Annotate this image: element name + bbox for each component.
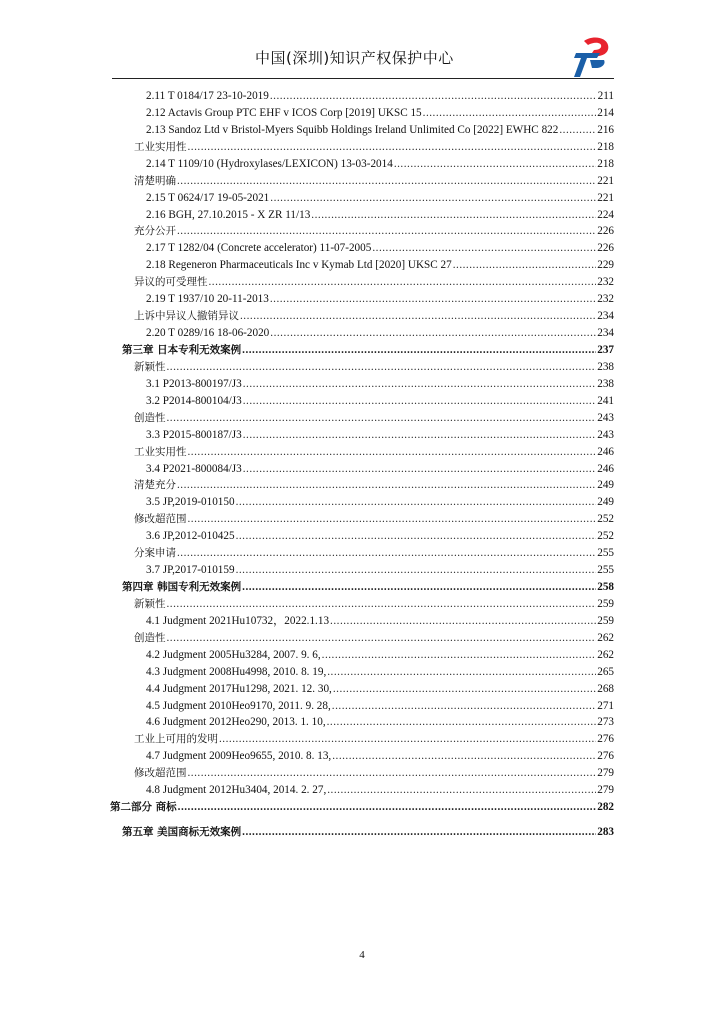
toc-entry-page: 262 <box>597 648 614 661</box>
toc-entry-title: 第四章 韩国专利无效案例 <box>122 581 242 593</box>
toc-case-entry[interactable] <box>146 528 614 545</box>
toc-entry-page: 237 <box>597 343 614 356</box>
toc-case-entry[interactable] <box>146 698 614 715</box>
toc-entry-page: 246 <box>597 462 614 475</box>
toc-leader-dots <box>453 257 596 274</box>
toc-section-entry[interactable] <box>134 173 614 190</box>
toc-entry-title: 4.3 Judgment 2008Hu4998, 2010. 8. 19, <box>146 665 327 678</box>
toc-case-entry[interactable] <box>146 613 614 630</box>
toc-leader-dots <box>167 630 597 647</box>
toc-leader-dots <box>236 528 597 545</box>
toc-entry-page: 249 <box>597 496 614 509</box>
toc-entry-page: 249 <box>597 479 614 492</box>
toc-entry-title: 2.17 T 1282/04 (Concrete accelerator) 11-07-2005 <box>146 242 372 255</box>
toc-case-entry[interactable] <box>146 562 614 579</box>
toc-entry-page: 232 <box>597 276 614 289</box>
toc-entry-page: 224 <box>597 208 614 221</box>
toc-entry-title: 新颖性 <box>134 597 166 610</box>
toc-chapter-entry[interactable] <box>122 824 614 841</box>
toc-leader-dots <box>243 461 596 478</box>
toc-entry-title: 2.18 Regeneron Pharmaceuticals Inc v Kymab Ltd [2020] UKSC 27 <box>146 259 452 272</box>
toc-case-entry[interactable] <box>146 782 614 799</box>
toc-entry-page: 255 <box>597 547 614 560</box>
toc-entry-title: 异议的可受理性 <box>134 276 208 289</box>
toc-leader-dots <box>327 664 596 681</box>
toc-entry-title: 工业实用性 <box>134 140 187 153</box>
toc-leader-dots <box>242 824 596 841</box>
toc-case-entry[interactable] <box>146 325 614 342</box>
toc-entry-page: 279 <box>597 767 614 780</box>
toc-entry-title: 2.12 Actavis Group PTC EHF v ICOS Corp [2019] UKSC 15 <box>146 106 422 119</box>
toc-case-entry[interactable] <box>146 156 614 173</box>
toc-case-entry[interactable] <box>146 427 614 444</box>
toc-leader-dots <box>177 545 596 562</box>
toc-entry-title: 工业实用性 <box>134 445 187 458</box>
toc-leader-dots <box>333 681 596 698</box>
toc-leader-dots <box>167 410 597 427</box>
toc-leader-dots <box>243 393 596 410</box>
toc-entry-title: 2.16 BGH, 27.10.2015 - X ZR 11/13 <box>146 208 311 221</box>
toc-leader-dots <box>219 731 596 748</box>
toc-case-entry[interactable] <box>146 748 614 765</box>
toc-entry-title: 3.5 JP,2019-010150 <box>146 496 235 509</box>
toc-entry-page: 211 <box>597 90 614 102</box>
toc-entry-page: 276 <box>597 733 614 746</box>
toc-leader-dots <box>167 596 597 613</box>
toc-leader-dots <box>178 799 597 816</box>
toc-entry-title: 4.2 Judgment 2005Hu3284, 2007. 9. 6, <box>146 648 321 661</box>
toc-entry-title: 2.14 T 1109/10 (Hydroxylases/LEXICON) 13-03-2014 <box>146 157 393 170</box>
toc-case-entry[interactable] <box>146 494 614 511</box>
header-divider <box>112 78 614 79</box>
toc-entry-title: 4.1 Judgment 2021Hu10732，2022.1.13 <box>146 614 330 627</box>
toc-entry-page: 218 <box>597 140 614 153</box>
ip-protection-center-logo-icon <box>570 35 612 79</box>
toc-section-entry[interactable] <box>134 477 614 494</box>
toc-leader-dots <box>242 342 596 359</box>
toc-section-entry[interactable] <box>134 359 614 376</box>
toc-section-entry[interactable] <box>134 630 614 647</box>
toc-entry-page: 258 <box>597 581 614 593</box>
toc-entry-title: 第三章 日本专利无效案例 <box>122 343 242 356</box>
toc-case-entry[interactable] <box>146 461 614 478</box>
toc-entry-page: 232 <box>597 293 614 306</box>
toc-entry-title: 创造性 <box>134 411 166 424</box>
toc-entry-page: 276 <box>597 750 614 763</box>
toc-entry-title: 3.3 P2015-800187/J3 <box>146 428 242 441</box>
toc-leader-dots <box>188 444 597 461</box>
toc-entry-title: 2.13 Sandoz Ltd v Bristol-Myers Squibb Holdings Ireland Unlimited Co [2022] EWHC 822 <box>146 123 559 136</box>
toc-leader-dots <box>188 511 597 528</box>
page-number: 4 <box>359 949 365 961</box>
toc-chapter-entry[interactable] <box>122 579 614 596</box>
toc-case-entry[interactable] <box>146 190 614 207</box>
toc-entry-page: 229 <box>597 259 614 272</box>
toc-entry-title: 修改超范围 <box>134 767 187 780</box>
toc-leader-dots <box>236 562 597 579</box>
toc-entry-page: 262 <box>597 631 614 644</box>
toc-leader-dots <box>332 698 596 715</box>
toc-section-entry[interactable] <box>134 511 614 528</box>
toc-leader-dots <box>209 274 597 291</box>
toc-entry-title: 清楚明确 <box>134 174 176 187</box>
toc-section-entry[interactable] <box>134 596 614 613</box>
toc-entry-page: 214 <box>597 106 614 119</box>
toc-leader-dots <box>322 647 597 664</box>
toc-section-entry[interactable] <box>134 444 614 461</box>
toc-section-entry[interactable] <box>134 545 614 562</box>
toc-leader-dots <box>423 105 597 122</box>
toc-entry-title: 2.20 T 0289/16 18-06-2020 <box>146 327 270 339</box>
toc-entry-title: 4.7 Judgment 2009Heo9655, 2010. 8. 13, <box>146 750 332 763</box>
toc-case-entry[interactable] <box>146 207 614 224</box>
toc-entry-title: 新颖性 <box>134 360 166 373</box>
toc-entry-title: 2.19 T 1937/10 20-11-2013 <box>146 293 269 306</box>
toc-entry-page: 246 <box>597 445 614 458</box>
toc-part-entry[interactable] <box>110 799 614 816</box>
toc-leader-dots <box>188 139 597 156</box>
toc-entry-title: 2.11 T 0184/17 23-10-2019 <box>146 90 269 102</box>
toc-entry-page: 265 <box>597 665 614 678</box>
toc-entry-page: 218 <box>597 157 614 170</box>
toc-entry-page: 234 <box>597 310 614 323</box>
toc-case-entry[interactable] <box>146 681 614 698</box>
toc-leader-dots <box>177 173 596 190</box>
toc-entry-page: 238 <box>597 377 614 390</box>
toc-entry-title: 4.5 Judgment 2010Heo9170, 2011. 9. 28, <box>146 699 331 712</box>
toc-case-entry[interactable] <box>146 393 614 410</box>
toc-leader-dots <box>327 714 597 731</box>
toc-entry-title: 分案申请 <box>134 547 176 560</box>
toc-case-entry[interactable] <box>146 664 614 681</box>
toc-case-entry[interactable] <box>146 647 614 664</box>
toc-entry-page: 252 <box>597 513 614 526</box>
toc-section-entry[interactable] <box>134 410 614 427</box>
toc-case-entry[interactable] <box>146 714 614 731</box>
toc-entry-title: 4.4 Judgment 2017Hu1298, 2021. 12. 30, <box>146 682 332 695</box>
toc-entry-title: 3.6 JP,2012-010425 <box>146 530 235 543</box>
toc-entry-page: 279 <box>597 784 614 797</box>
toc-entry-page: 216 <box>597 123 614 136</box>
toc-leader-dots <box>311 207 596 224</box>
toc-entry-page: 271 <box>597 699 614 712</box>
toc-case-entry[interactable] <box>146 291 614 308</box>
toc-leader-dots <box>243 376 596 393</box>
toc-case-entry[interactable] <box>146 257 614 274</box>
toc-entry-title: 3.1 P2013-800197/J3 <box>146 377 242 390</box>
toc-case-entry[interactable] <box>146 240 614 257</box>
toc-section-entry[interactable] <box>134 139 614 156</box>
toc-entry-page: 259 <box>597 614 614 627</box>
toc-section-entry[interactable] <box>134 308 614 325</box>
toc-entry-page: 273 <box>597 716 614 729</box>
toc-leader-dots <box>177 477 596 494</box>
toc-leader-dots <box>167 359 597 376</box>
toc-entry-page: 241 <box>597 394 614 407</box>
toc-leader-dots <box>394 156 596 173</box>
toc-leader-dots <box>270 190 596 207</box>
toc-entry-page: 255 <box>597 564 614 576</box>
toc-entry-page: 243 <box>597 428 614 441</box>
toc-leader-dots <box>372 240 596 257</box>
toc-entry-title: 充分公开 <box>134 225 176 238</box>
toc-entry-title: 2.15 T 0624/17 19-05-2021 <box>146 191 270 204</box>
toc-case-entry[interactable] <box>146 122 614 139</box>
toc-entry-page: 283 <box>597 826 614 838</box>
toc-entry-title: 3.2 P2014-800104/J3 <box>146 394 242 407</box>
toc-entry-title: 第五章 美国商标无效案例 <box>122 826 242 838</box>
toc-leader-dots <box>270 88 597 105</box>
toc-leader-dots <box>330 613 596 630</box>
toc-entry-page: 238 <box>597 360 614 373</box>
toc-case-entry[interactable] <box>146 376 614 393</box>
toc-entry-page: 252 <box>597 530 614 543</box>
toc-leader-dots <box>242 579 596 596</box>
toc-entry-page: 226 <box>597 242 614 255</box>
toc-entry-page: 226 <box>597 225 614 238</box>
header-title: 中国(深圳)知识产权保护中心 <box>255 49 454 67</box>
toc-entry-title: 4.8 Judgment 2012Hu3404, 2014. 2. 27, <box>146 784 327 797</box>
toc-entry-page: 243 <box>597 411 614 424</box>
toc-entry-title: 4.6 Judgment 2012Heo290, 2013. 1. 10, <box>146 716 326 729</box>
toc-entry-page: 268 <box>597 682 614 695</box>
toc-entry-title: 修改超范围 <box>134 513 187 526</box>
toc-leader-dots <box>188 765 597 782</box>
toc-leader-dots <box>270 325 596 342</box>
toc-leader-dots <box>240 308 596 325</box>
toc-entry-page: 259 <box>597 597 614 610</box>
toc-section-entry[interactable] <box>134 765 614 782</box>
toc-leader-dots <box>236 494 597 511</box>
toc-entry-title: 创造性 <box>134 631 166 644</box>
toc-entry-page: 221 <box>597 174 614 187</box>
toc-section-entry[interactable] <box>134 223 614 240</box>
toc-leader-dots <box>327 782 596 799</box>
toc-section-entry[interactable] <box>134 731 614 748</box>
toc-case-entry[interactable] <box>146 88 614 105</box>
toc-leader-dots <box>243 427 596 444</box>
toc-section-entry[interactable] <box>134 274 614 291</box>
toc-entry-title: 3.4 P2021-800084/J3 <box>146 462 242 475</box>
toc-leader-dots <box>559 122 596 139</box>
toc-leader-dots <box>270 291 596 308</box>
toc-entry-page: 221 <box>597 191 614 204</box>
toc-leader-dots <box>332 748 596 765</box>
toc-entry-title: 3.7 JP,2017-010159 <box>146 564 235 576</box>
toc-entry-page: 282 <box>597 801 614 814</box>
toc-case-entry[interactable] <box>146 105 614 122</box>
toc-entry-title: 工业上可用的发明 <box>134 733 218 746</box>
toc-entry-title: 清楚充分 <box>134 479 176 492</box>
toc-entry-page: 234 <box>597 327 614 339</box>
toc-entry-title: 上诉中异议人撤销异议 <box>134 310 239 323</box>
toc-leader-dots <box>177 223 596 240</box>
toc-entry-title: 第二部分 商标 <box>110 801 177 814</box>
toc-chapter-entry[interactable] <box>122 342 614 359</box>
